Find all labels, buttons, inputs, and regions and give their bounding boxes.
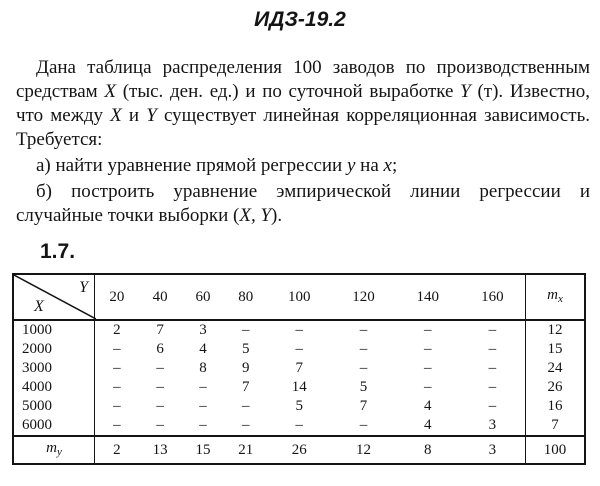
y-value-header: 20 — [95, 274, 139, 320]
mx-value: 7 — [526, 416, 586, 436]
requirement-a-text: а) найти уравнение прямой регрессии — [36, 155, 347, 176]
my-value: 2 — [95, 436, 139, 464]
x-value: 2000 — [13, 340, 95, 359]
var-x-small: x — [383, 155, 392, 176]
y-value-header: 120 — [331, 274, 395, 320]
frequency-cell: – — [488, 398, 497, 414]
var-y-small: y — [346, 155, 356, 176]
table-row — [13, 416, 585, 436]
y-value-header: 160 — [460, 274, 526, 320]
frequency-cell: 5 — [295, 398, 304, 414]
x-value: 5000 — [13, 397, 95, 416]
my-value: 13 — [139, 436, 182, 464]
x-value: 1000 — [13, 320, 95, 340]
frequency-cell: – — [423, 379, 432, 395]
frequency-cell: 3 — [199, 322, 207, 338]
variant-number: 1.7. — [40, 240, 76, 263]
mx-value: 12 — [526, 320, 586, 340]
frequency-cell: 7 — [359, 398, 368, 414]
y-value-header: 80 — [224, 274, 267, 320]
frequency-cell: – — [113, 379, 121, 395]
frequency-cell: – — [359, 417, 368, 433]
frequency-cell: – — [242, 322, 250, 338]
mx-value: 26 — [526, 378, 586, 397]
my-value: 12 — [331, 436, 395, 464]
y-value-header: 100 — [267, 274, 331, 320]
frequency-cell: – — [113, 341, 121, 357]
mx-subscript: x — [557, 292, 563, 305]
problem-paragraph — [16, 56, 590, 152]
frequency-cell: – — [295, 322, 304, 338]
corner-label-y: Y — [79, 279, 88, 296]
frequency-cell: 7 — [295, 360, 304, 376]
mx-value: 24 — [526, 359, 586, 378]
frequency-cell: – — [423, 341, 432, 357]
frequency-cell: – — [199, 398, 207, 414]
table-row — [13, 320, 585, 340]
problem-text-5: существует линейная корреляционная зависимость. Требуется: — [16, 105, 591, 150]
total-count: 100 — [526, 436, 586, 464]
problem-text-4: и — [121, 105, 147, 126]
frequency-cell: 7 — [156, 322, 164, 338]
my-value: 26 — [267, 436, 331, 464]
distribution-table — [12, 273, 586, 465]
frequency-cell: – — [156, 398, 164, 414]
requirement-b-end: ). — [271, 205, 283, 226]
frequency-cell: – — [113, 417, 121, 433]
frequency-cell: – — [242, 398, 250, 414]
frequency-cell: – — [359, 322, 368, 338]
frequency-cell: – — [295, 341, 304, 357]
frequency-cell: – — [295, 417, 304, 433]
requirement-b — [16, 180, 590, 228]
requirement-a-end: ; — [391, 155, 398, 176]
y-value-header: 60 — [182, 274, 225, 320]
mx-header — [526, 274, 586, 320]
requirement-a-mid: на — [355, 155, 384, 176]
frequency-cell: 7 — [242, 379, 250, 395]
frequency-cell: 6 — [156, 341, 164, 357]
frequency-cell: – — [199, 417, 207, 433]
frequency-cell: – — [156, 360, 164, 376]
my-row — [13, 436, 585, 464]
var-y: Y — [146, 105, 157, 126]
frequency-cell: 14 — [291, 379, 307, 395]
x-value: 6000 — [13, 416, 95, 436]
task-title: ИДЗ-19.2 — [254, 8, 346, 31]
mx-value: 15 — [526, 340, 586, 359]
table-row — [13, 340, 585, 359]
frequency-cell: – — [423, 360, 432, 376]
var-xy: X, Y — [239, 205, 272, 226]
table-row — [13, 378, 585, 397]
my-header — [13, 436, 95, 464]
y-value-header: 40 — [139, 274, 182, 320]
problem-text-1: Дана таблица распределения 100 заводов по производственным средствам — [16, 57, 590, 102]
frequency-cell: – — [488, 379, 497, 395]
corner-label-x: X — [34, 298, 44, 315]
frequency-cell: – — [488, 360, 497, 376]
frequency-cell: 3 — [488, 417, 497, 433]
frequency-cell: 2 — [113, 322, 121, 338]
my-value: 8 — [396, 436, 460, 464]
corner-cell — [13, 274, 95, 320]
var-y: Y — [460, 81, 471, 102]
frequency-cell: 5 — [359, 379, 368, 395]
my-subscript: y — [56, 445, 62, 458]
var-x: X — [110, 105, 122, 126]
my-label: m — [46, 439, 57, 456]
frequency-cell: – — [488, 341, 497, 357]
frequency-cell: – — [359, 341, 368, 357]
mx-value: 16 — [526, 397, 586, 416]
table-row — [13, 397, 585, 416]
x-value: 3000 — [13, 359, 95, 378]
problem-text-2: (тыс. ден. ед.) и по суточной выработке — [116, 81, 461, 102]
frequency-cell: – — [156, 379, 164, 395]
frequency-cell: 5 — [242, 341, 250, 357]
frequency-cell: – — [423, 322, 432, 338]
frequency-cell: 4 — [423, 417, 432, 433]
x-value: 4000 — [13, 378, 95, 397]
frequency-cell: 9 — [242, 360, 250, 376]
frequency-cell: – — [488, 322, 497, 338]
frequency-cell: – — [156, 417, 164, 433]
mx-label: m — [547, 286, 558, 303]
frequency-cell: 8 — [199, 360, 207, 376]
requirement-a — [16, 154, 590, 178]
var-x: X — [104, 81, 117, 102]
problem-statement — [16, 56, 590, 228]
frequency-cell: – — [113, 360, 121, 376]
frequency-cell: – — [242, 417, 250, 433]
my-value: 3 — [460, 436, 526, 464]
my-value: 21 — [224, 436, 267, 464]
table-header-row — [13, 274, 585, 320]
y-value-header: 140 — [396, 274, 460, 320]
requirement-b-text: б) построить уравнение эмпирической линии регрессии и случайные точки выборки ( — [16, 181, 590, 226]
frequency-cell: – — [359, 360, 368, 376]
my-value: 15 — [182, 436, 225, 464]
frequency-cell: – — [199, 379, 207, 395]
table-row — [13, 359, 585, 378]
frequency-cell: 4 — [199, 341, 207, 357]
frequency-cell: – — [113, 398, 121, 414]
frequency-cell: 4 — [423, 398, 432, 414]
problem-text-3: (т). Известно, что между — [16, 81, 590, 126]
